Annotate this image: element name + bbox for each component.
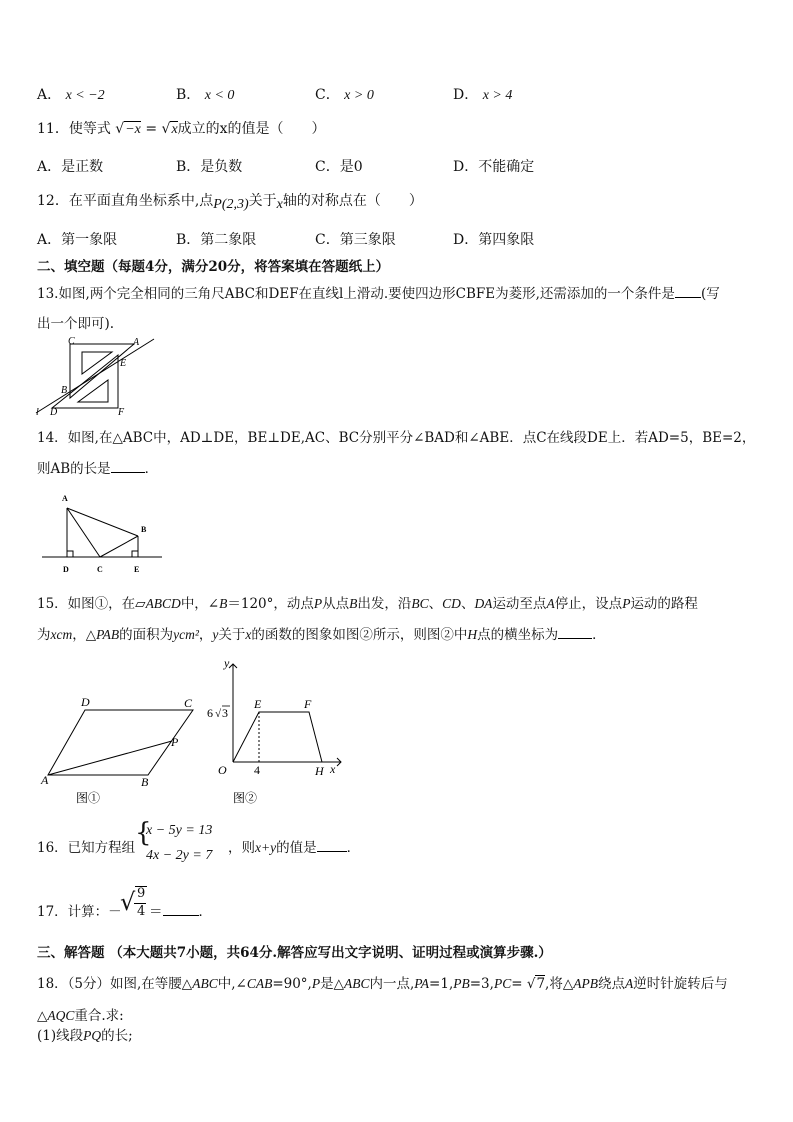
q15-figure-1 (38, 690, 203, 810)
q17-tail: ＝ ． (149, 904, 212, 920)
q16-prefix: 16．已知方程组 (37, 840, 136, 856)
q13-figure (30, 336, 160, 416)
sqrt-sign: √ (215, 708, 222, 720)
label-b: B (141, 775, 149, 789)
label-d: D (50, 407, 58, 416)
label-d: D (63, 565, 69, 574)
caption-figure-2: 图② (233, 791, 258, 805)
q13-stem-line2: 出一个即可). (37, 316, 115, 332)
q15-stem-line1: 15．如图①，在▱ABCD中，∠B＝120°，动点P从点B出发，沿BC、CD、DA运动至点A停止，设点P运动的路程 (37, 596, 698, 612)
label-d: D (81, 695, 90, 709)
q18-stem-line1: 18．（5分）如图,在等腰△ABC中,∠CAB=90°,P是△ABC内一点,PA=1,PB=3,PC= √7,将△APB绕点A逆时针旋转后与 (37, 976, 728, 992)
label-f: F (304, 697, 312, 711)
q12-option-a: A．第一象限 (37, 232, 118, 248)
label-p: P (171, 735, 179, 749)
q15-stem-line2: 为xcm，△PAB的面积为ycm²，y关于x的函数的图象如图②所示，则图②中H点的横坐标为 ． (37, 627, 606, 643)
label-a: A (133, 337, 140, 348)
graph-polyline (233, 712, 322, 762)
caption-figure-1: 图① (76, 791, 101, 805)
q13-stem-line1: 13.如图,两个完全相同的三角尺ABC和DEF在直线l上滑动.要使四边形CBFE为菱形,还需添加的一个条件是 (写 (37, 286, 720, 302)
label-y: y (224, 656, 230, 670)
q18-stem-line2: △AQC重合.求: (37, 1008, 124, 1024)
label-four: 4 (254, 763, 260, 777)
q11-stem: 11．使等式 √−x = √x成立的x的值是（ ） (37, 121, 326, 137)
label-a: A (62, 494, 68, 503)
label-e: E (134, 565, 140, 574)
label-o: O (218, 763, 227, 777)
q11-option-d: D．不能确定 (453, 159, 535, 175)
label-c: C (184, 696, 193, 710)
q11-option-c: C．是0 (315, 159, 363, 175)
label-c: C (97, 565, 103, 574)
q10-option-c: C． x > 0 (315, 87, 374, 103)
label-six: 6 (207, 706, 213, 720)
q16-tail: ，则x+y的值是 ． (228, 840, 361, 856)
brace-icon: { (135, 818, 152, 848)
section-3-heading: 三、解答题 （本大题共7小题，共64分.解答应写出文字说明、证明过程或演算步骤.） (37, 945, 552, 961)
q12-option-c: C．第三象限 (315, 232, 396, 248)
sqrt-icon: √ (120, 888, 136, 916)
q14-stem-line2: 则AB的长是 ． (37, 461, 159, 477)
label-b: B (141, 525, 147, 534)
label-c: C (68, 336, 75, 347)
label-three: 3 (222, 706, 228, 720)
label-e: E (254, 697, 262, 711)
q16-equation-1: x − 5y = 13 (146, 823, 213, 838)
q11-option-a: A．是正数 (37, 159, 104, 175)
q16-equation-2: 4x − 2y = 7 (146, 848, 213, 863)
q17-numerator: 9 (137, 886, 146, 901)
q12-option-b: B．第二象限 (176, 232, 257, 248)
label-a: A (41, 773, 49, 787)
label-e: E (120, 358, 127, 369)
q15-figure-2 (203, 652, 348, 812)
q17-denominator: 4 (137, 904, 146, 919)
segment-ap (48, 741, 172, 775)
q10-option-b: B． x < 0 (176, 87, 235, 103)
q10-option-a: A． x < −2 (37, 87, 105, 103)
q11-option-b: B．是负数 (176, 159, 243, 175)
q10-option-d: D． x > 4 (453, 87, 513, 103)
q18-part-1: (1)线段PQ的长; (37, 1028, 133, 1044)
label-f: F (118, 407, 125, 416)
q12-stem: 12．在平面直角坐标系中,点P(2,3)关于x轴的对称点在（ ） (37, 193, 423, 212)
q14-stem-line1: 14．如图,在△ABC中，AD⊥DE，BE⊥DE,AC、BC分别平分∠BAD和∠ABE．点C在线段DE上．若AD=5，BE=2， (37, 430, 756, 446)
q17-prefix: 17．计算：－ (37, 904, 122, 920)
label-x: x (330, 762, 336, 776)
section-2-heading: 二、填空题（每题4分，满分20分，将答案填在答题纸上） (37, 259, 390, 275)
q14-figure (40, 490, 165, 574)
label-l: l (36, 407, 39, 416)
label-b: B (61, 385, 68, 396)
label-h: H (315, 764, 324, 778)
q12-option-d: D．第四象限 (453, 232, 535, 248)
